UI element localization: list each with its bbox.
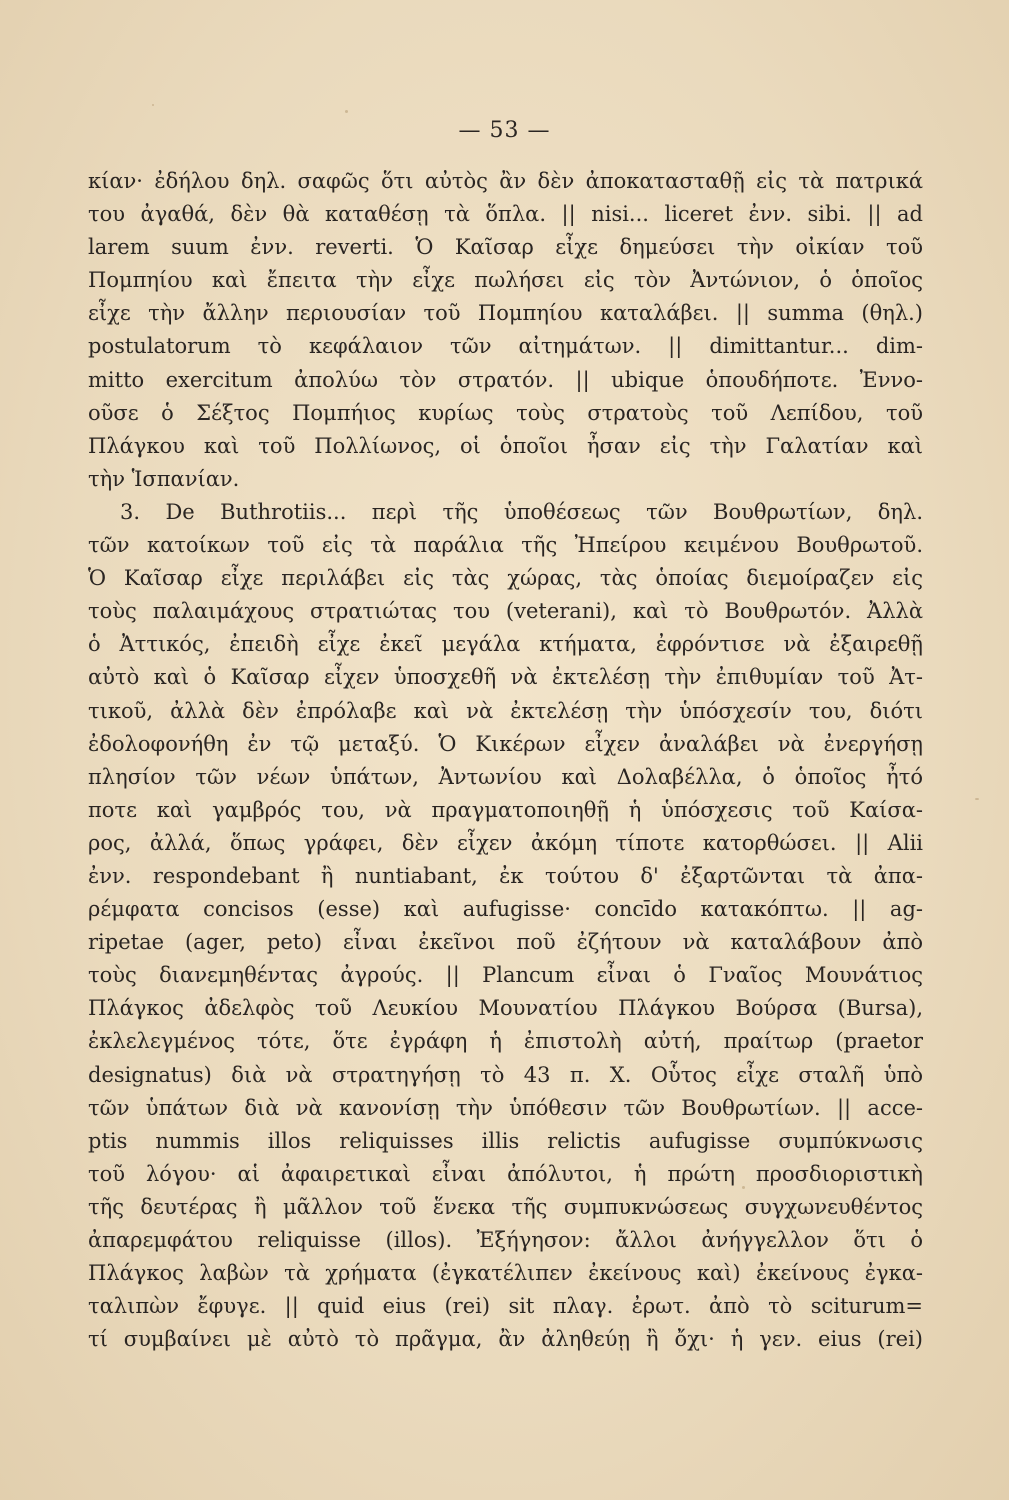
text-line: Πλάγκος ἀδελφὸς τοῦ Λευκίου Μουνατίου Πλάγκου Βούρσα (Bursa), [88,996,923,1021]
text-line: postulatorum τὸ κεφάλαιον τῶν αἰτημάτων. || dimittantur... dim- [88,334,923,359]
text-line: Πομπηίου καὶ ἔπειτα τὴν εἶχε πωλήσει εἰς τὸν Ἀντώνιον, ὁ ὁποῖος [88,268,923,293]
text-line: ρος, ἀλλά, ὅπως γράφει, δὲν εἶχεν ἀκόμη τίποτε κατορθώσει. || Alii [88,830,923,855]
text-line: ὁ Ἀττικός, ἐπειδὴ εἶχε ἐκεῖ μεγάλα κτήματα, ἐφρόντισε νὰ ἐξαιρεθῇ [88,632,923,657]
text-line: designatus) διὰ νὰ στρατηγήσῃ τὸ 43 π. Χ. Οὗτος εἶχε σταλῆ ὑπὸ [88,1062,923,1087]
text-line: τῶν ὑπάτων διὰ νὰ κανονίσῃ τὴν ὑπόθεσιν τῶν Βουθρωτίων. || acce- [88,1095,923,1120]
text-line: ἐδολοφονήθη ἐν τῷ μεταξύ. Ὁ Κικέρων εἶχεν ἀναλάβει νὰ ἐνεργήσῃ [88,731,923,756]
text-line: τοῦ λόγου· αἱ ἀφαιρετικαὶ εἶναι ἀπόλυτοι, ἡ πρώτη προσδιοριστικὴ [88,1161,923,1186]
paper-speck [152,104,154,106]
text-line: τοὺς παλαιμάχους στρατιώτας του (veterani), καὶ τὸ Βουθρωτόν. Ἀλλὰ [88,599,923,624]
text-line: ἀπαρεμφάτου reliquisse (illos). Ἐξήγησον: ἄλλοι ἀνήγγελλον ὅτι ὁ [88,1228,923,1252]
text-line-paragraph-start: 3. De Buthrotiis... περὶ τῆς ὑποθέσεως τῶν Βουθρωτίων, δηλ. [120,499,923,524]
text-line: ρέμφατα concisos (esse) καὶ aufugisse· concīdo κατακόπτω. || ag- [88,897,923,922]
text-line: τί συμβαίνει μὲ αὐτὸ τὸ πρᾶγμα, ἂν ἀληθεύῃ ἢ ὄχι· ἡ γεν. eius (rei) [88,1327,923,1352]
text-line: mitto exercitum ἀπολύω τὸν στρατόν. || ubique ὁπουδήποτε. Ἐννο- [88,367,923,392]
text-line: κίαν· ἐδήλου δηλ. σαφῶς ὅτι αὐτὸς ἂν δὲν ἀποκατασταθῇ εἰς τὰ πατρικά [88,169,923,193]
page-number: — 53 — [458,118,551,143]
commentary-text [88,165,923,1356]
text-line: ποτε καὶ γαμβρός του, νὰ πραγματοποιηθῇ ἡ ὑπόσχεσις τοῦ Καίσα- [88,797,923,822]
text-line: αὐτὸ καὶ ὁ Καῖσαρ εἶχεν ὑποσχεθῆ νὰ ἐκτελέσῃ τὴν ἐπιθυμίαν τοῦ Ἀτ- [88,665,923,690]
text-line: Πλάγκος λαβὼν τὰ χρήματα (ἐγκατέλιπεν ἐκείνους καὶ) ἐκείνους ἐγκα- [88,1261,923,1286]
text-line: ripetae (ager, peto) εἶναι ἐκεῖνοι ποῦ ἐζήτουν νὰ καταλάβουν ἀπὸ [88,930,923,955]
paper-speck [975,798,979,800]
text-line: ἐνν. respondebant ἢ nuntiabant, ἐκ τούτου δ' ἐξαρτῶνται τὰ ἀπα- [88,863,923,888]
text-line: τικοῦ, ἀλλὰ δὲν ἐπρόλαβε καὶ νὰ ἐκτελέσῃ τὴν ὑπόσχεσίν του, διότι [88,698,923,723]
text-line: Ὁ Καῖσαρ εἶχε περιλάβει εἰς τὰς χώρας, τὰς ὁποίας διεμοίραζεν εἰς [88,566,923,591]
text-line: εἶχε τὴν ἄλλην περιουσίαν τοῦ Πομπηίου καταλάβει. || summa (θηλ.) [88,301,923,326]
text-line: τῶν κατοίκων τοῦ εἰς τὰ παράλια τῆς Ἠπείρου κειμένου Βουθρωτοῦ. [88,533,923,558]
paper-speck [345,110,348,113]
text-line: του ἀγαθά, δὲν θὰ καταθέσῃ τὰ ὅπλα. || nisi... liceret ἐνν. sibi. || ad [88,202,923,227]
text-line: Πλάγκου καὶ τοῦ Πολλίωνος, οἱ ὁποῖοι ἦσαν εἰς τὴν Γαλατίαν καὶ [88,433,923,458]
text-line: πλησίον τῶν νέων ὑπάτων, Ἀντωνίου καὶ Δολαβέλλα, ὁ ὁποῖος ἦτό [88,764,923,789]
text-line: οῦσε ὁ Σέξτος Πομπήιος κυρίως τοὺς στρατοὺς τοῦ Λεπίδου, τοῦ [88,400,923,425]
text-line: τῆς δευτέρας ἢ μᾶλλον τοῦ ἕνεκα τῆς συμπυκνώσεως συγχωνευθέντος [88,1194,923,1219]
text-line: larem suum ἐνν. reverti. Ὁ Καῖσαρ εἶχε δημεύσει τὴν οἰκίαν τοῦ [88,235,923,260]
text-line: τοὺς διανεμηθέντας ἀγρούς. || Plancum εἶναι ὁ Γναῖος Μουνάτιος [88,963,923,988]
text-line: ἐκλελεγμένος τότε, ὅτε ἐγράφη ἡ ἐπιστολὴ αὐτή, πραίτωρ (praetor [88,1029,923,1054]
text-line: ταλιπὼν ἔφυγε. || quid eius (rei) sit πλαγ. ἐρωτ. ἀπὸ τὸ sciturum= [88,1294,923,1319]
text-line: τὴν Ἱσπανίαν. [88,466,240,491]
text-line: ptis nummis illos reliquisses illis relictis aufugisse συμπύκνωσις [88,1128,923,1153]
